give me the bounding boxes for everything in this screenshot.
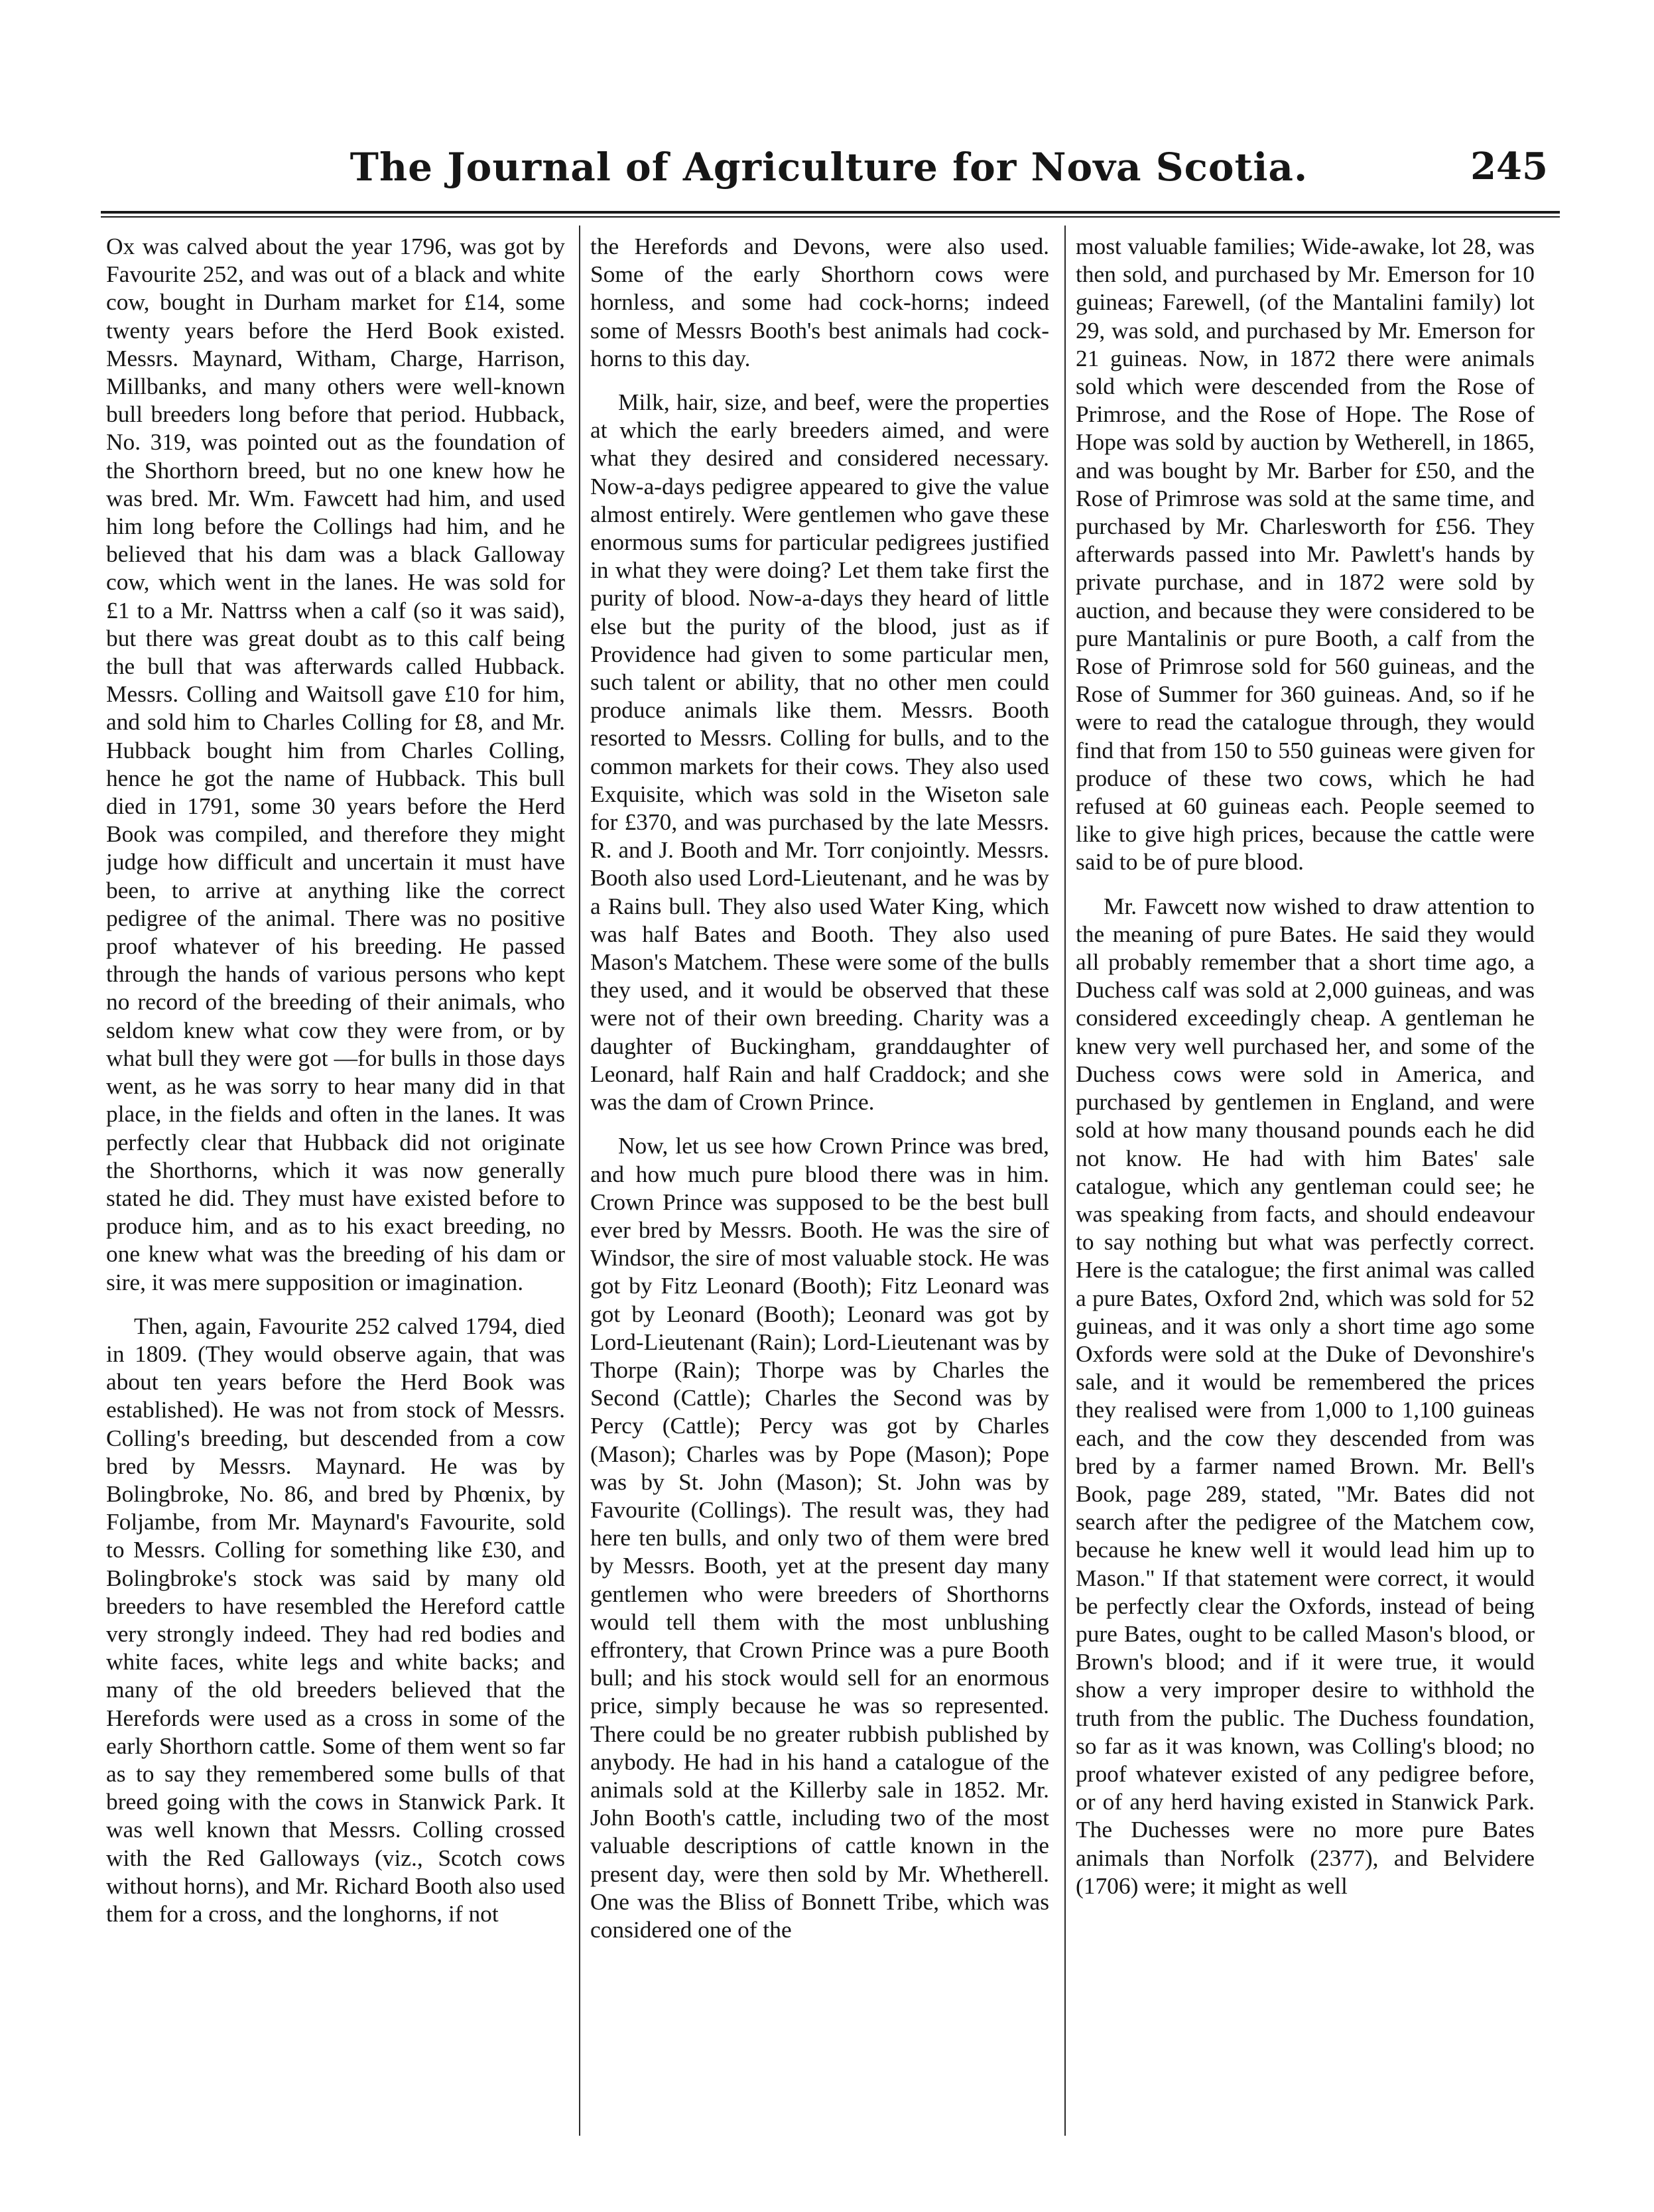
paragraph: the Herefords and Devons, were also used. Some of the early Shorthorn cows were hornless, and some had cock-horns; indeed some of Messrs Booth's best animals had cock-horns to this day.: [590, 233, 1049, 371]
header-rule-thin: [101, 216, 1560, 218]
paragraph: Now, let us see how Crown Prince was bred, and how much pure blood there was in him. Crown Prince was supposed to be the best bull ever bred by Messrs. Booth. He was the sire of Windsor, the sire of most valuable stock. He was got by Fitz Leonard (Booth); Fitz Leonard was got by Leonard (Booth); Leonard was got by Lord-Lieutenant (Rain); Lord-Lieutenant was by Thorpe (Rain); Thorpe was by Charles the Second (Cattle); Charles the Second was by Percy (Cattle); Percy was got by Charles (Mason); Charles was by Pope (Mason); Pope was by St. John (Mason); St. John was by Favourite (Collings). The result was, they had here ten bulls, and only two of them were bred by Messrs. Booth, yet at the present day many gentlemen who were breeders of Shorthorns would tell them with the most unblushing effrontery, that Crown Prince was a pure Booth bull; and his stock would sell for an enormous price, simply because he was so represented. There could be no greater rubbish published by anybody. He had in his hand a catalogue of the animals sold at the Killerby sale in 1852. Mr. John Booth's cattle, including two of the most valuable descriptions of cattle known in the present day, were then sold by Mr. Whetherell. One was the Bliss of Bonnett Tribe, which was considered one of the: [590, 1132, 1049, 1943]
running-title: The Journal of Agriculture for Nova Scotia.: [350, 145, 1308, 190]
column-divider-2: [1064, 226, 1066, 2136]
text-column-3: [1076, 232, 1535, 2139]
text-column-2: [590, 232, 1049, 2139]
column-divider-1: [579, 226, 580, 2136]
paragraph: Mr. Fawcett now wished to draw attention to the meaning of pure Bates. He said they would all probably remember that a short time ago, a Duchess calf was sold at 2,000 guineas, and was considered exceedingly cheap. A gentleman he knew very well purchased her, and some of the Duchess cows were sold in America, and purchased by gentlemen in England, and were sold at how many thousand pounds each he did not know. He had with him Bates' sale catalogue, which any gentleman could see; he was speaking from facts, and should endeavour to say nothing but what was perfectly correct. Here is the catalogue; the first animal was called a pure Bates, Oxford 2nd, which was sold for 52 guineas, and it was only a short time ago some Oxfords were sold at the Duke of Devonshire's sale, and it would be remembered the prices they realised were from 1,000 to 1,100 guineas each, and the cow they descended from was bred by a farmer named Brown. Mr. Bell's Book, page 289, stated, "Mr. Bates did not search after the pedigree of the Matchem cow, because he knew well it would lead him up to Mason." If that statement were correct, it would be perfectly clear the Oxfords, instead of being pure Bates, ought to be called Mason's blood, or Brown's blood; and if it were true, it would show a very improper desire to withhold the truth from the public. The Duchess foundation, so far as it was known, was Colling's blood; no proof whatever existed of any pedigree before, or of any herd having existed in Stanwick Park. The Duchesses were no more pure Bates animals than Norfolk (2377), and Belvidere (1706) were; it might as well: [1076, 892, 1535, 1899]
paragraph: Ox was calved about the year 1796, was got by Favourite 252, and was out of a black and white cow, bought in Durham market for £14, some twenty years before the Herd Book existed. Messrs. Maynard, Witham, Charge, Harrison, Millbanks, and many others were well-known bull breeders long before that period. Hubback, No. 319, was pointed out as the foundation of the Shorthorn breed, but no one knew how he was bred. Mr. Wm. Fawcett had him, and used him long before the Collings had him, and he believed that his dam was a black Galloway cow, which went in the lanes. He was sold for £1 to a Mr. Nattrss when a calf (so it was said), but there was great doubt as to this calf being the bull that was afterwards called Hubback. Messrs. Colling and Waitsoll gave £10 for him, and sold him to Charles Colling for £8, and Mr. Hubback bought him from Charles Colling, hence he got the name of Hubback. This bull died in 1791, some 30 years before the Herd Book was compiled, and therefore they might judge how difficult and uncertain it must have been, to arrive at anything like the correct pedigree of the animal. There was no positive proof whatever of his breeding. He passed through the hands of various persons who kept no record of the breeding of their animals, who seldom knew what cow they were from, or by what bull they were got —for bulls in those days went, as he was sorry to hear many did in that place, in the fields and often in the lanes. It was perfectly clear that Hubback did not originate the Shorthorns, which it was now generally stated he did. They must have existed before to produce him, and as to his exact breeding, no one knew what was the breeding of his dam or sire, it was mere supposition or imagination.: [106, 233, 565, 1295]
header-rule: [101, 211, 1560, 214]
page-number: 245: [1470, 145, 1548, 188]
paragraph: most valuable families; Wide-awake, lot 28, was then sold, and purchased by Mr. Emerson for 10 guineas; Farewell, (of the Mantalini family) lot 29, was sold, and purchased by Mr. Emerson for 21 guineas. Now, in 1872 there were animals sold which were descended from the Rose of Primrose, and the Rose of Hope. The Rose of Hope was sold by auction by Wetherell, in 1865, and was bought by Mr. Barber for £50, and the Rose of Primrose was sold at the same time, and purchased by Mr. Charlesworth for £56. They afterwards passed into Mr. Pawlett's hands by private purchase, and in 1872 were sold by auction, and because they were considered to be pure Mantalinis or pure Booth, a calf from the Rose of Primrose sold for 560 guineas, and the Rose of Summer for 360 guineas. And, so if he were to read the catalogue through, they would find that from 150 to 550 guineas were given for produce of these two cows, which he had refused at 60 guineas each. People seemed to like to give high prices, because the cattle were said to be of pure blood.: [1076, 233, 1535, 876]
page-header: [99, 145, 1559, 211]
paragraph: Then, again, Favourite 252 calved 1794, died in 1809. (They would observe again, that was about ten years before the Herd Book was established). He was not from stock of Messrs. Colling's breeding, but descended from a cow bred by Messrs. Maynard. He was by Bolingbroke, No. 86, and bred by Phœnix, by Foljambe, from Mr. Maynard's Favourite, sold to Messrs. Colling for something like £30, and Bolingbroke's stock was said by many old breeders to have resembled the Hereford cattle very strongly indeed. They had red bodies and white faces, white legs and white backs; and many of the old breeders believed that the Herefords were used as a cross in some of the early Shorthorn cattle. Some of them went so far as to say they remembered some bulls of that breed going with the cows in Stanwick Park. It was well known that Messrs. Colling crossed with the Red Galloways (viz., Scotch cows without horns), and Mr. Richard Booth also used them for a cross, and the longhorns, if not: [106, 1312, 565, 1927]
text-column-1: [106, 232, 565, 2139]
paragraph: Milk, hair, size, and beef, were the properties at which the early breeders aimed, and were what they desired and considered necessary. Now-a-days pedigree appeared to give the value almost entirely. Were gentlemen who gave these enormous sums for particular pedigrees justified in what they were doing? Let them take first the purity of blood. Now-a-days they heard of little else but the purity of the blood, just as if Providence had given to some particular men, such talent or ability, that no other men could produce animals like them. Messrs. Booth resorted to Messrs. Colling for bulls, and to the common markets for their cows. They also used Exquisite, which was sold in the Wiseton sale for £370, and was purchased by the late Messrs. R. and J. Booth and Mr. Torr conjointly. Messrs. Booth also used Lord-Lieutenant, and he was by a Rains bull. They also used Water King, which was half Bates and Booth. They also used Mason's Matchem. These were some of the bulls they used, and it would be observed that these were not of their own breeding. Charity was a daughter of Buckingham, granddaughter of Leonard, half Rain and half Craddock; and she was the dam of Crown Prince.: [590, 389, 1049, 1116]
